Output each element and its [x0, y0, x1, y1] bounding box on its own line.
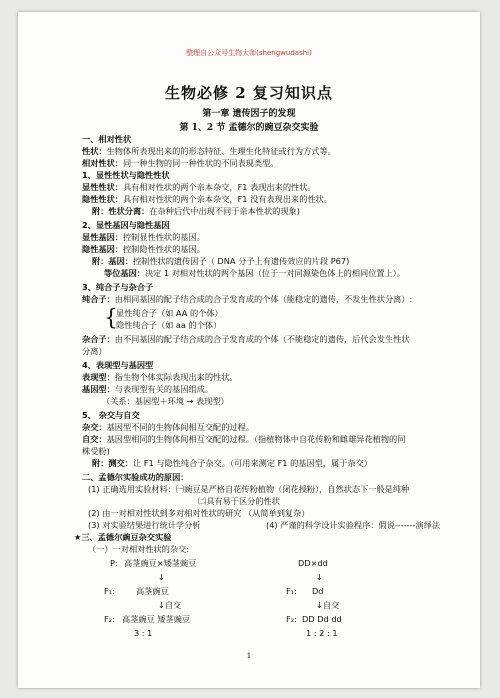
homozygote-recessive: 隐性纯合子（如 aa 的个体） [116, 320, 222, 330]
brace-symbol: { [104, 306, 118, 331]
heading-homozygote-heterozygote: 3、纯合子与杂合子 [82, 282, 154, 292]
def-recessive-gene: 隐性基因：控制隐性性状的基因。 [82, 244, 205, 254]
def-allele: 等位基因：决定 1 对相对性状的两个基因（位于一对同源染色体上的相同位置上）。 [104, 268, 406, 278]
cross-right-p-text: DD×dd [298, 558, 328, 568]
document-page [18, 12, 480, 688]
reason-3: (3) 对实验结果进行统计学分析 [88, 520, 201, 530]
cross-left-arrow: ↓ [158, 572, 165, 582]
def-heterozygote-cont: 分离） [82, 346, 107, 356]
cross-left-f2-label: F₂: [104, 614, 115, 624]
heading-pea-experiment: ★三、孟德尔豌豆杂交实验 [74, 532, 172, 542]
page-title: 生物必修 2 复习知识点 [165, 84, 333, 102]
def-dominant-gene: 显性基因：控制显性性状的基因。 [82, 232, 205, 242]
def-segregation: 附：性状分离：在杂种后代中出现不同于亲本性状的现象) [92, 206, 300, 216]
heading-relative-traits: 一、相对性状 [82, 134, 132, 144]
cross-left-f1-label: F₁: [104, 586, 115, 596]
cross-left-p-text: 高茎豌豆×矮茎豌豆 [124, 558, 197, 568]
cross-right-ratio: 1 : 2 : 1 [306, 628, 338, 638]
def-phenotype: 表现型：指生物个体实际表现出来的性状。 [82, 372, 238, 382]
cross-right-f2-label: F₂: [286, 614, 297, 624]
heading-dominant-recessive-traits: 1、显性性状与隐性性状 [82, 170, 170, 180]
def-selfing: 自交：基因型相同的生物体间相互交配的过程。（指植物体中自花传粉和雌雄异花植物的同 [82, 434, 406, 444]
homozygote-dominant: 显性纯合子（如 AA 的个体） [116, 308, 223, 318]
cross-left-ratio: 3 : 1 [134, 628, 153, 638]
def-genotype: 基因型：与表现型有关的基因组成。 [82, 384, 214, 394]
def-recessive-trait: 隐性性状：具有相对性状的两个亲本杂交，F1 没有表现出来的性状。 [82, 194, 332, 204]
def-heterozygote: 杂合子：由不同基因的配子结合成的合子发育成的个体（不能稳定的遗传，后代会发生性状 [82, 334, 410, 344]
heading-dominant-recessive-genes: 2、显性基因与隐性基因 [82, 220, 170, 230]
chapter-heading: 第一章 遗传因子的发现 [202, 109, 296, 119]
cross-right-f1-label: F₁: [286, 586, 297, 596]
cross-left-f2-text: 高茎豌豆 矮茎豌豆 [122, 614, 191, 624]
relation-note: （关系：基因型＋环境 → 表现型） [102, 396, 229, 406]
heading-phenotype-genotype: 4、表现型与基因型 [82, 360, 154, 370]
def-dominant-trait: 显性性状：具有相对性状的两个亲本杂交，F1 表现出来的性状。 [82, 182, 316, 192]
cross-right-self: ↓自交 [316, 600, 340, 610]
def-testcross: 附：测交：让 F1 与隐性纯合子杂交。（可用来测定 F1 的基因型，属于杂交） [92, 458, 372, 468]
def-selfing-cont: 株受粉) [82, 446, 110, 456]
cross-left-self: ↓自交 [158, 600, 182, 610]
def-relative-trait: 相对性状：同一种生物的同一种性状的不同表现类型。 [82, 158, 279, 168]
def-homozygote: 纯合子：由相同基因的配子结合成的合子发育成的个体（能稳定的遗传，不发生性状分离）: [82, 294, 413, 304]
def-trait: 性状：生物体所表现出来的的形态特征、生理生化特征或行为方式等。 [82, 146, 336, 156]
cross-right-arrow: ↓ [316, 572, 323, 582]
reason-2: (2) 由一对相对性状到多对相对性状的研究 （从简单到复杂） [88, 508, 310, 518]
cross-right-f2-text: DD Dd dd [302, 614, 342, 624]
page-number: 1 [246, 652, 252, 660]
reason-1: (1) 正确选用实验材料：㈠豌豆是严格自花传粉植物（闭花授粉），自然状态下一般是纯种 [88, 484, 410, 494]
def-gene: 附：基因：控制性状的遗传因子（ DNA 分子上有遗传效应的片段 P67) [92, 256, 350, 266]
cross-left-f1-text: 高茎豌豆 [136, 586, 169, 596]
heading-cross-selfing: 5、 杂交与自交 [82, 410, 140, 420]
cross-right-f1-text: Dd [312, 586, 324, 596]
section-heading: 第 1、2 节 孟德尔的豌豆杂交实验 [179, 123, 319, 133]
subheading-monohybrid: （一）一对相对性状的杂交: [88, 544, 190, 554]
header-note: 整理自公众号生物大师(shengwudashi) [186, 49, 312, 57]
reason-1b: ㈡具有易于区分的性状 [198, 496, 280, 506]
cross-left-p-label: P: [110, 558, 118, 568]
heading-success-reasons: 二、孟德尔实验成功的原因： [82, 472, 189, 482]
reason-4: (4) 严谨的科学设计实验程序：假说-------演绎法 [266, 520, 441, 530]
def-cross: 杂交：基因型不同的生物体间相互交配的过程。 [82, 422, 254, 432]
